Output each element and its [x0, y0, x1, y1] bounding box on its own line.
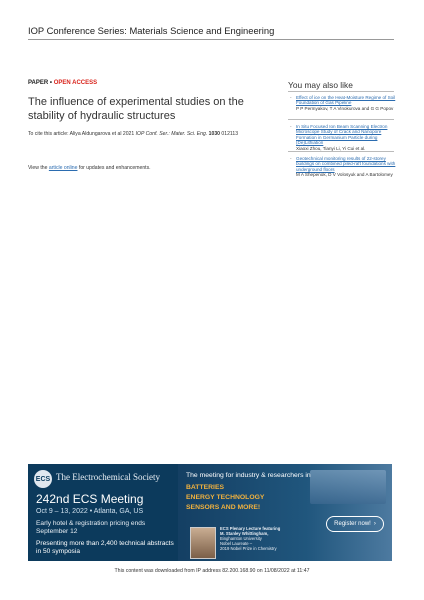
- related-authors: Xiaoxi Zhou, Tianyi Li, Yi Cui et al.: [296, 145, 366, 151]
- related-item: [290, 156, 400, 178]
- article-meta: [28, 80, 97, 86]
- open-access-label: OPEN ACCESS: [53, 80, 98, 86]
- download-footer: This content was downloaded from IP address 82.200.168.90 on 11/08/2022 at 11:47: [114, 568, 310, 574]
- related-link[interactable]: In Situ Focused Ion Beam Scanning Electron Microscope Study of Crack and Nanopore Formation in Germanium Particle during (De)Lithiation: [296, 124, 388, 146]
- cite-authors: Aliya Aldungarova et al: [69, 131, 122, 137]
- lecture-affiliation: Binghamton University: [220, 536, 262, 541]
- related-authors: M A Shepenok, D V Volosyuk and A Bartolomey: [296, 172, 393, 178]
- header-divider: [28, 39, 394, 40]
- related-item: [290, 124, 400, 151]
- banner-left-panel: [28, 464, 178, 561]
- bullet-icon: -: [290, 124, 292, 129]
- lecture-role: Nobel Laureate –: [220, 541, 253, 546]
- banner-right-panel: [178, 464, 392, 561]
- abstracts-note: Presenting more than 2,400 technical abstracts in 50 symposia: [36, 540, 174, 555]
- arrow-right-icon: ›: [373, 521, 376, 527]
- keyword-batteries: BATTERIES: [186, 484, 225, 491]
- citation: [28, 131, 288, 137]
- audience-photo: [310, 470, 386, 504]
- meeting-title: 242nd ECS Meeting: [36, 492, 144, 506]
- lecture-title: ECS Plenary Lecture featuring: [220, 526, 281, 531]
- also-like-heading: You may also like: [288, 80, 353, 90]
- lecture-speaker: M. Stanley Whittingham,: [220, 531, 269, 536]
- article-title: The influence of experimental studies on the stability of hydraulic structures: [28, 96, 244, 122]
- meta-separator: •: [49, 80, 53, 86]
- also-like-divider: [288, 91, 394, 92]
- journal-title: IOP Conference Series: Materials Science and Engineering: [28, 25, 275, 36]
- register-button[interactable]: [326, 516, 384, 532]
- ecs-logo-icon: ECS: [34, 470, 52, 488]
- related-link[interactable]: Geotechnical monitoring results of 22-storey buildings on combined piled-raft foundations with underground floors: [296, 156, 396, 172]
- cite-article-number: 012113: [220, 131, 239, 137]
- society-name: The Electrochemical Society: [56, 472, 160, 482]
- early-pricing-note: Early hotel & registration pricing ends September 12: [36, 520, 146, 535]
- bullet-icon: -: [290, 156, 292, 161]
- plenary-lecture-info: [220, 526, 310, 551]
- view-prefix: View the: [28, 165, 49, 171]
- cite-year: 2021: [121, 131, 136, 137]
- view-suffix: for updates and enhancements.: [77, 165, 151, 171]
- cite-volume: 1030: [208, 131, 221, 137]
- speaker-portrait: [190, 527, 216, 559]
- article-online-link[interactable]: article online: [48, 165, 78, 171]
- keyword-energy: ENERGY TECHNOLOGY: [186, 494, 265, 501]
- related-link[interactable]: Effect of ice on the Heat-Moisture Regime of Soil Foundation of Gas Pipeline: [296, 95, 396, 106]
- ecs-advertisement-banner[interactable]: [28, 464, 392, 561]
- industry-tagline: The meeting for industry & researchers in: [186, 472, 311, 479]
- related-divider: [288, 151, 394, 152]
- meeting-date: Oct 9 – 13, 2022 • Atlanta, GA, US: [36, 508, 144, 515]
- lecture-prize: 2019 Nobel Prize in Chemistry: [220, 546, 277, 551]
- cite-prefix: To cite this article:: [28, 131, 70, 137]
- view-online: [28, 165, 151, 171]
- paper-label: PAPER: [28, 80, 49, 86]
- related-divider: [288, 119, 394, 120]
- register-label: Register now!: [334, 521, 371, 527]
- cite-journal: IOP Conf. Ser.: Mater. Sci. Eng.: [135, 131, 208, 137]
- related-item: [290, 95, 400, 111]
- related-authors: P P Permyakov, T A Vinokurova and G G Popov: [296, 105, 394, 111]
- keyword-sensors: SENSORS AND MORE!: [186, 504, 261, 511]
- bullet-icon: -: [290, 95, 292, 100]
